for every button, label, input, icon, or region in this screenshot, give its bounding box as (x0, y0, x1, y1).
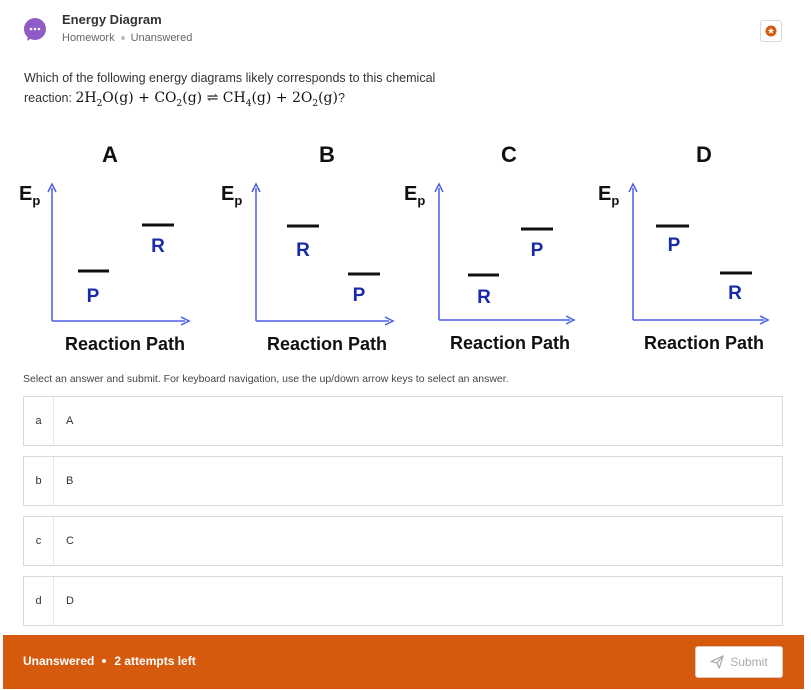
option-text: C (66, 535, 74, 547)
option-letter: b (24, 457, 54, 505)
question-category: Homework (62, 32, 115, 44)
answer-option-b[interactable] (23, 456, 783, 506)
y-axis-label: $E_p$ (221, 183, 243, 208)
footer-status: Unanswered (23, 654, 95, 668)
option-letter: a (24, 397, 54, 445)
energy-diagram-b (217, 140, 407, 360)
submit-label: Submit (730, 655, 768, 669)
answer-footer-bar (3, 635, 804, 689)
answer-instruction: Select an answer and submit. For keyboard navigation, use the up/down arrow keys to select an answer. (23, 373, 509, 385)
option-text: A (66, 415, 74, 427)
answer-option-d[interactable] (23, 576, 783, 626)
question-status: Unanswered (130, 32, 193, 44)
option-text: B (66, 475, 74, 487)
submit-button[interactable] (695, 646, 783, 678)
product-label: P (530, 240, 544, 261)
x-axis-label: Reaction Path (643, 333, 765, 353)
option-letter: d (24, 577, 54, 625)
option-text: D (66, 595, 74, 607)
chemical-equation: $2H_2O(g) + CO_2(g)$ ⇌ $CH_4(g) + 2O_2(g)$ (75, 90, 338, 109)
attempt-status (23, 654, 196, 668)
send-icon (710, 655, 724, 669)
diagram-label: A (102, 142, 118, 167)
y-axis-label: $E_p$ (598, 183, 620, 208)
diagram-label: C (501, 142, 517, 167)
separator-dot (121, 36, 125, 40)
chat-bubble-icon (23, 18, 47, 42)
reactant-label: R (151, 236, 165, 257)
answer-option-c[interactable] (23, 516, 783, 566)
product-label: P (86, 286, 100, 307)
diagram-label: B (319, 142, 335, 167)
bookmark-button[interactable] (760, 20, 782, 42)
prompt-prefix: reaction: (24, 91, 72, 105)
question-title: Energy Diagram (62, 12, 162, 27)
reactant-label: R (728, 283, 742, 304)
x-axis-label: Reaction Path (449, 333, 571, 353)
energy-diagram-c (400, 140, 590, 360)
y-axis-label: $E_p$ (404, 183, 426, 208)
option-letter: c (24, 517, 54, 565)
product-label: P (667, 235, 681, 256)
star-icon (765, 25, 777, 37)
question-mark: ? (337, 91, 345, 105)
product-label: P (352, 285, 366, 306)
answer-option-a[interactable] (23, 396, 783, 446)
x-axis-label: Reaction Path (64, 334, 186, 354)
y-axis-label: $E_p$ (19, 183, 41, 208)
question-header (0, 0, 811, 60)
reactant-label: R (296, 240, 310, 261)
x-axis-label: Reaction Path (266, 334, 388, 354)
question-equation-line (24, 88, 784, 114)
energy-diagram-a (15, 140, 205, 360)
reactant-label: R (477, 287, 491, 308)
question-text (24, 68, 784, 114)
question-prompt: Which of the following energy diagrams likely corresponds to this chemical (24, 71, 436, 85)
diagram-label: D (696, 142, 712, 167)
separator-dot (102, 659, 106, 663)
energy-diagram-d (594, 140, 784, 360)
question-meta (62, 32, 192, 44)
attempts-left: 2 attempts left (114, 654, 196, 668)
